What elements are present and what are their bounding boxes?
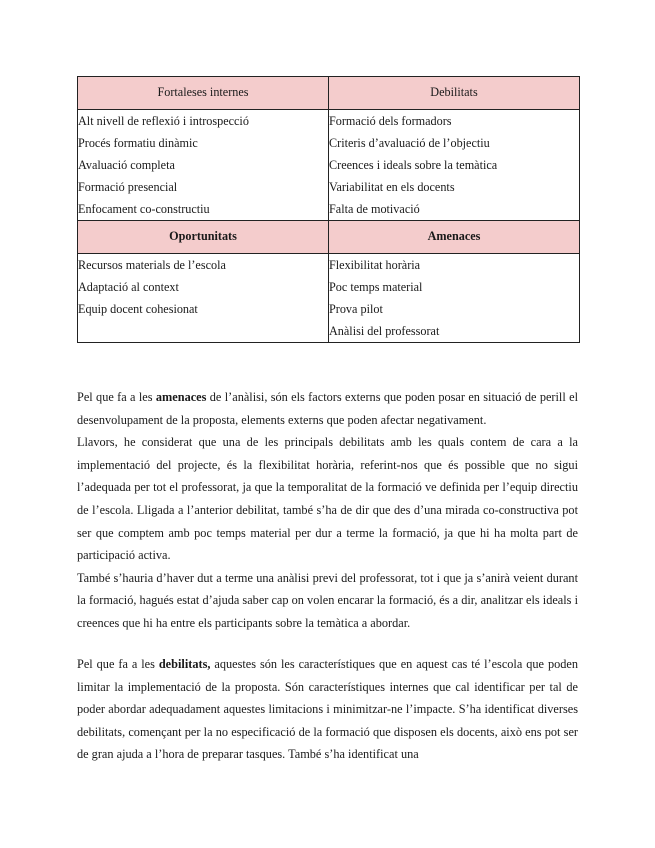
- threats-cell: [329, 254, 580, 343]
- weakness-item: Criteris d’avaluació de l’objectiu: [329, 136, 490, 150]
- weakness-item: Falta de motivació: [329, 202, 420, 216]
- strength-item: Procés formatiu dinàmic: [78, 136, 198, 150]
- threat-item: Flexibilitat horària: [329, 258, 421, 272]
- body-text-block-2: [77, 653, 578, 766]
- threat-item: Anàlisi del professorat: [329, 324, 440, 338]
- weakness-item: Formació dels formadors: [329, 114, 452, 128]
- swot-table: [77, 76, 580, 343]
- paragraph-weaknesses: [77, 653, 578, 766]
- strength-item: Alt nivell de reflexió i introspecció: [78, 114, 249, 128]
- strengths-cell: [78, 110, 329, 221]
- weakness-item: Creences i ideals sobre la temàtica: [329, 158, 498, 172]
- strength-item: Avaluació completa: [78, 158, 175, 172]
- threat-item: Prova pilot: [329, 302, 383, 316]
- opportunity-item: Recursos materials de l’escola: [78, 258, 226, 272]
- weaknesses-cell: [329, 110, 580, 221]
- opportunity-item: Equip docent cohesionat: [78, 302, 198, 316]
- threats-header: Amenaces: [329, 221, 580, 254]
- weakness-item: Variabilitat en els docents: [329, 180, 455, 194]
- weaknesses-header: Debilitats: [329, 77, 580, 110]
- opportunity-item: Adaptació al context: [78, 280, 179, 294]
- paragraph-threats: [77, 386, 578, 431]
- paragraph: Llavors, he considerat que una de les principals debilitats amb les quals contem de cara a la implementació del projecte, és la flexibilitat horària, referint-nos que és possible que no sigui l’adequada per tot el professorat, ja que la temporalitat de la formació ve definida per l’equip directiu de l’escola. Lligada a l’anterior debilitat, també s’ha de dir que des d’una mirada co-constructiva pot ser que comptem amb poc temps material per dur a terme la formació, ja que hi ha molta part de participació activa.: [77, 435, 578, 563]
- paragraph-text: de l’anàlisi, són els factors externs que poden posar en situació de perill el desenvolupament de la proposta, elements externs que poden afectar negativament.: [77, 390, 578, 427]
- paragraph: També s’hauria d’haver dut a terme una anàlisi previ del professorat, tot i que ja s’anirà veient durant la formació, hagués estat d’ajuda saber cap on volen encarar la formació, és a dir, analitzar els ideals i creences que hi ha entre els participants sobre la temàtica a abordar.: [77, 570, 578, 630]
- strength-item: Enfocament co-constructiu: [78, 202, 210, 216]
- paragraph-text: Pel que fa a les: [77, 657, 159, 671]
- body-text-block-1: [77, 386, 578, 635]
- opportunities-header: Oportunitats: [78, 221, 329, 254]
- paragraph-text: aquestes són les característiques que en aquest cas té l’escola que poden limitar la implementació de la proposta. Són característiques internes que cal identificar per tal de poder abordar adequadament aquestes limitacions i minimitzar-ne l’impacte. S’ha identificat diverses debilitats, començant per la no especificació de la formació que disposen els docents, això ens pot ser de gran ajuda a l’hora de preparar tasques. També s’ha identificat una: [77, 657, 578, 762]
- opportunities-cell: [78, 254, 329, 343]
- strength-item: Formació presencial: [78, 180, 178, 194]
- bold-term: amenaces: [155, 390, 207, 404]
- threat-item: Poc temps material: [329, 280, 423, 294]
- paragraph-text: Pel que fa a les: [77, 390, 156, 404]
- bold-term: debilitats,: [158, 657, 211, 671]
- strengths-header: Fortaleses internes: [78, 77, 329, 110]
